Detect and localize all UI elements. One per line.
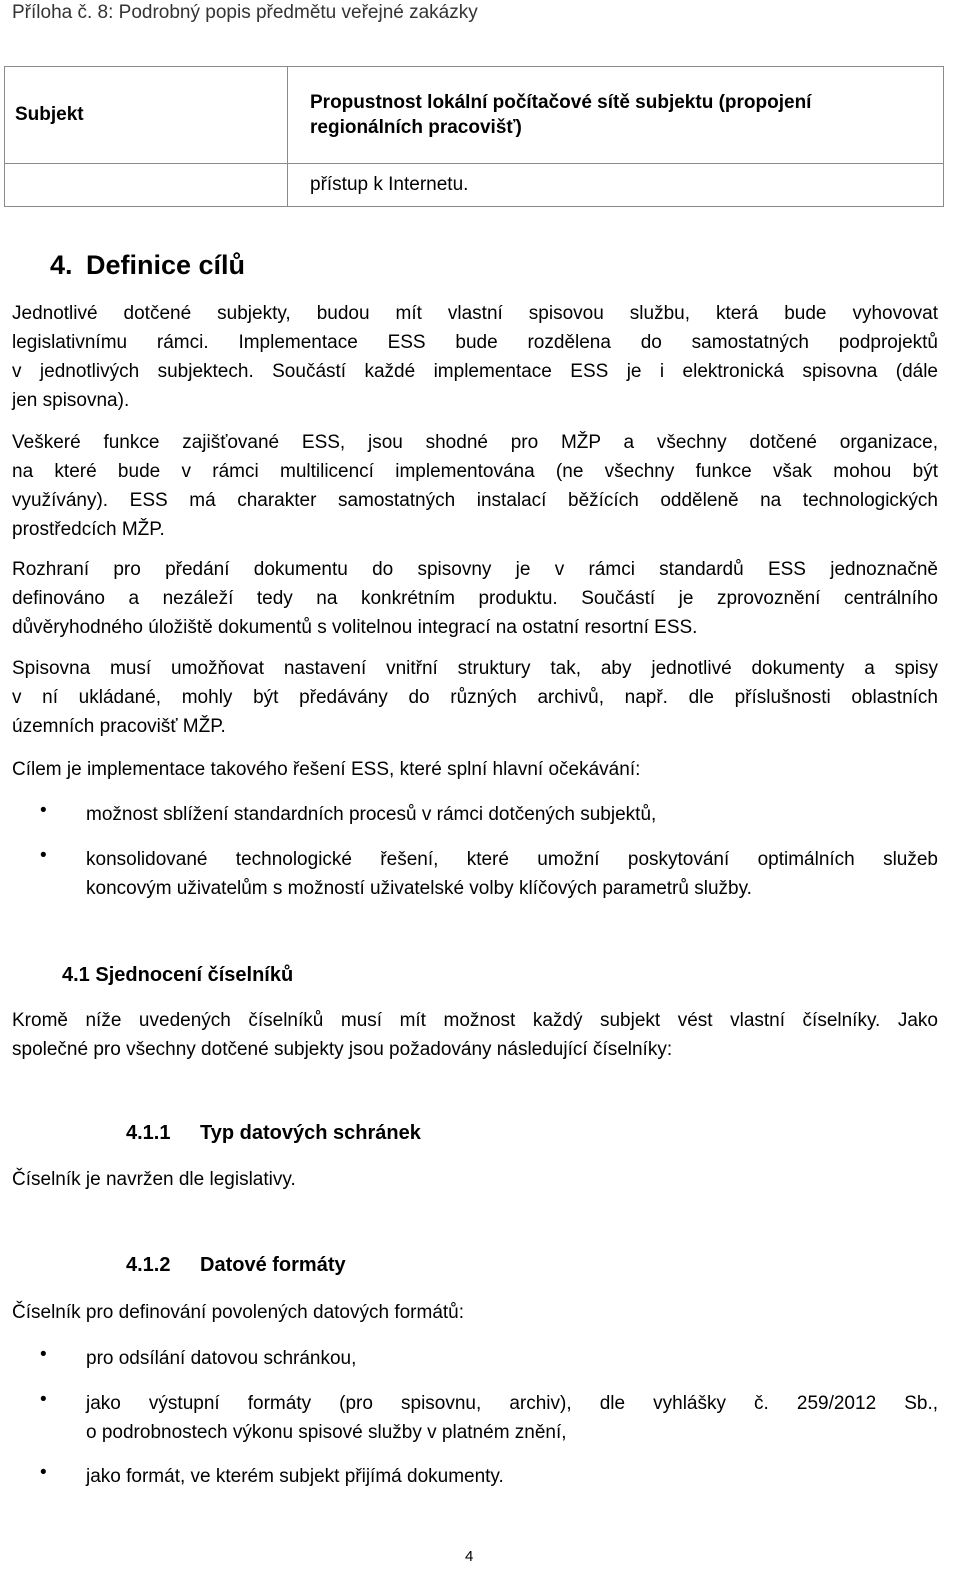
section-4-1-2-title: Datové formáty <box>200 1254 346 1276</box>
section-4-1-1-number: 4.1.1 <box>126 1122 171 1144</box>
format-line: pro odsílání datovou schránkou, <box>86 1348 357 1369</box>
paragraph-line: Rozhraní pro předání dokumentu do spisovny je v rámci standardů ESS jednoznačně <box>12 559 938 580</box>
section-4-title: Definice cílů <box>86 250 246 280</box>
section-4-1-1-title: Typ datových schránek <box>200 1122 421 1144</box>
subject-table <box>4 66 944 207</box>
format-line: jako výstupní formáty (pro spisovnu, archiv), dle vyhlášky č. 259/2012 Sb., <box>86 1393 938 1414</box>
paragraph-line: Kromě níže uvedených číselníků musí mít možnost každý subjekt vést vlastní číselníky. Jako <box>12 1010 938 1031</box>
paragraph-line: Číselník je navržen dle legislativy. <box>12 1169 296 1190</box>
paragraph-line: jen spisovna). <box>12 390 130 411</box>
format-line: jako formát, ve kterém subjekt přijímá dokumenty. <box>86 1466 504 1487</box>
subject-label: Subjekt <box>5 67 288 164</box>
paragraph-line: využívány). ESS má charakter samostatných instalací běžících odděleně na technologických <box>12 490 938 511</box>
section-4-1-2-heading <box>126 1254 346 1277</box>
paragraph-line: definováno a nezáleží tedy na konkrétním produktu. Součástí je zprovoznění centrálního <box>12 588 938 609</box>
paragraph-line: Jednotlivé dotčené subjekty, budou mít vlastní spisovou službu, která bude vyhovovat <box>12 303 938 324</box>
subject-continuation: přístup k Internetu. <box>288 164 944 207</box>
format-item <box>86 1462 938 1491</box>
page-number: 4 <box>465 1548 474 1565</box>
document-header: Příloha č. 8: Podrobný popis předmětu veřejné zakázky <box>12 2 478 23</box>
bullet-icon: • <box>40 800 47 821</box>
paragraph-3 <box>12 555 938 642</box>
bullet-icon: • <box>40 1462 47 1483</box>
paragraph-line: Veškeré funkce zajišťované ESS, jsou shodné pro MŽP a všechny dotčené organizace, <box>12 432 938 453</box>
paragraph-6 <box>12 1006 938 1064</box>
paragraph-line: společné pro všechny dotčené subjekty jsou požadovány následující číselníky: <box>12 1039 673 1060</box>
section-4-1-heading: 4.1 Sjednocení číselníků <box>62 964 294 986</box>
paragraph-line: prostředcích MŽP. <box>12 519 165 540</box>
subject-value <box>288 67 944 164</box>
paragraph-line: v ní ukládané, mohly být předávány do různých archivů, např. dle příslušnosti oblastních <box>12 687 938 708</box>
paragraph-line: Spisovna musí umožňovat nastavení vnitřní struktury tak, aby jednotlivé dokumenty a spisy <box>12 658 938 679</box>
paragraph-4 <box>12 654 938 741</box>
paragraph-line: v jednotlivých subjektech. Součástí každé implementace ESS je i elektronická spisovna (dále <box>12 361 938 382</box>
bullet-icon: • <box>40 1344 47 1365</box>
paragraph-5 <box>12 755 938 784</box>
section-4-1-1-heading <box>126 1122 421 1145</box>
paragraph-1 <box>12 299 938 415</box>
format-item <box>86 1389 938 1447</box>
goal-item <box>86 800 938 829</box>
goal-line: konsolidované technologické řešení, které umožní poskytování optimálních služeb <box>86 849 938 870</box>
paragraph-line: Číselník pro definování povolených datových formátů: <box>12 1302 465 1323</box>
bullet-icon: • <box>40 1389 47 1410</box>
bullet-icon: • <box>40 845 47 866</box>
section-4-number: 4. <box>50 250 73 280</box>
paragraph-line: na které bude v rámci multilicencí implementována (ne všechny funkce však mohou být <box>12 461 938 482</box>
format-line: o podrobnostech výkonu spisové služby v platném znění, <box>86 1422 567 1443</box>
paragraph-line: důvěryhodného úložiště dokumentů s volitelnou integrací na ostatní resortní ESS. <box>12 617 698 638</box>
section-4-heading <box>50 250 245 281</box>
paragraph-line: územních pracovišť MŽP. <box>12 716 226 737</box>
paragraph-line: Cílem je implementace takového řešení ESS, které splní hlavní očekávání: <box>12 759 641 780</box>
goal-line: možnost sblížení standardních procesů v rámci dotčených subjektů, <box>86 804 657 825</box>
paragraph-2 <box>12 428 938 544</box>
goal-line: koncovým uživatelům s možností uživatelské volby klíčových parametrů služby. <box>86 878 752 899</box>
subject-value-line-1: Propustnost lokální počítačové sítě subjektu (propojení <box>310 92 812 113</box>
empty-cell <box>5 164 288 207</box>
format-item <box>86 1344 938 1373</box>
subject-value-line-2: regionálních pracovišť) <box>310 117 522 138</box>
section-4-1-2-number: 4.1.2 <box>126 1254 171 1276</box>
paragraph-8 <box>12 1298 938 1327</box>
paragraph-line: legislativnímu rámci. Implementace ESS bude rozdělena do samostatných podprojektů <box>12 332 938 353</box>
paragraph-7 <box>12 1165 938 1194</box>
goal-item <box>86 845 938 903</box>
